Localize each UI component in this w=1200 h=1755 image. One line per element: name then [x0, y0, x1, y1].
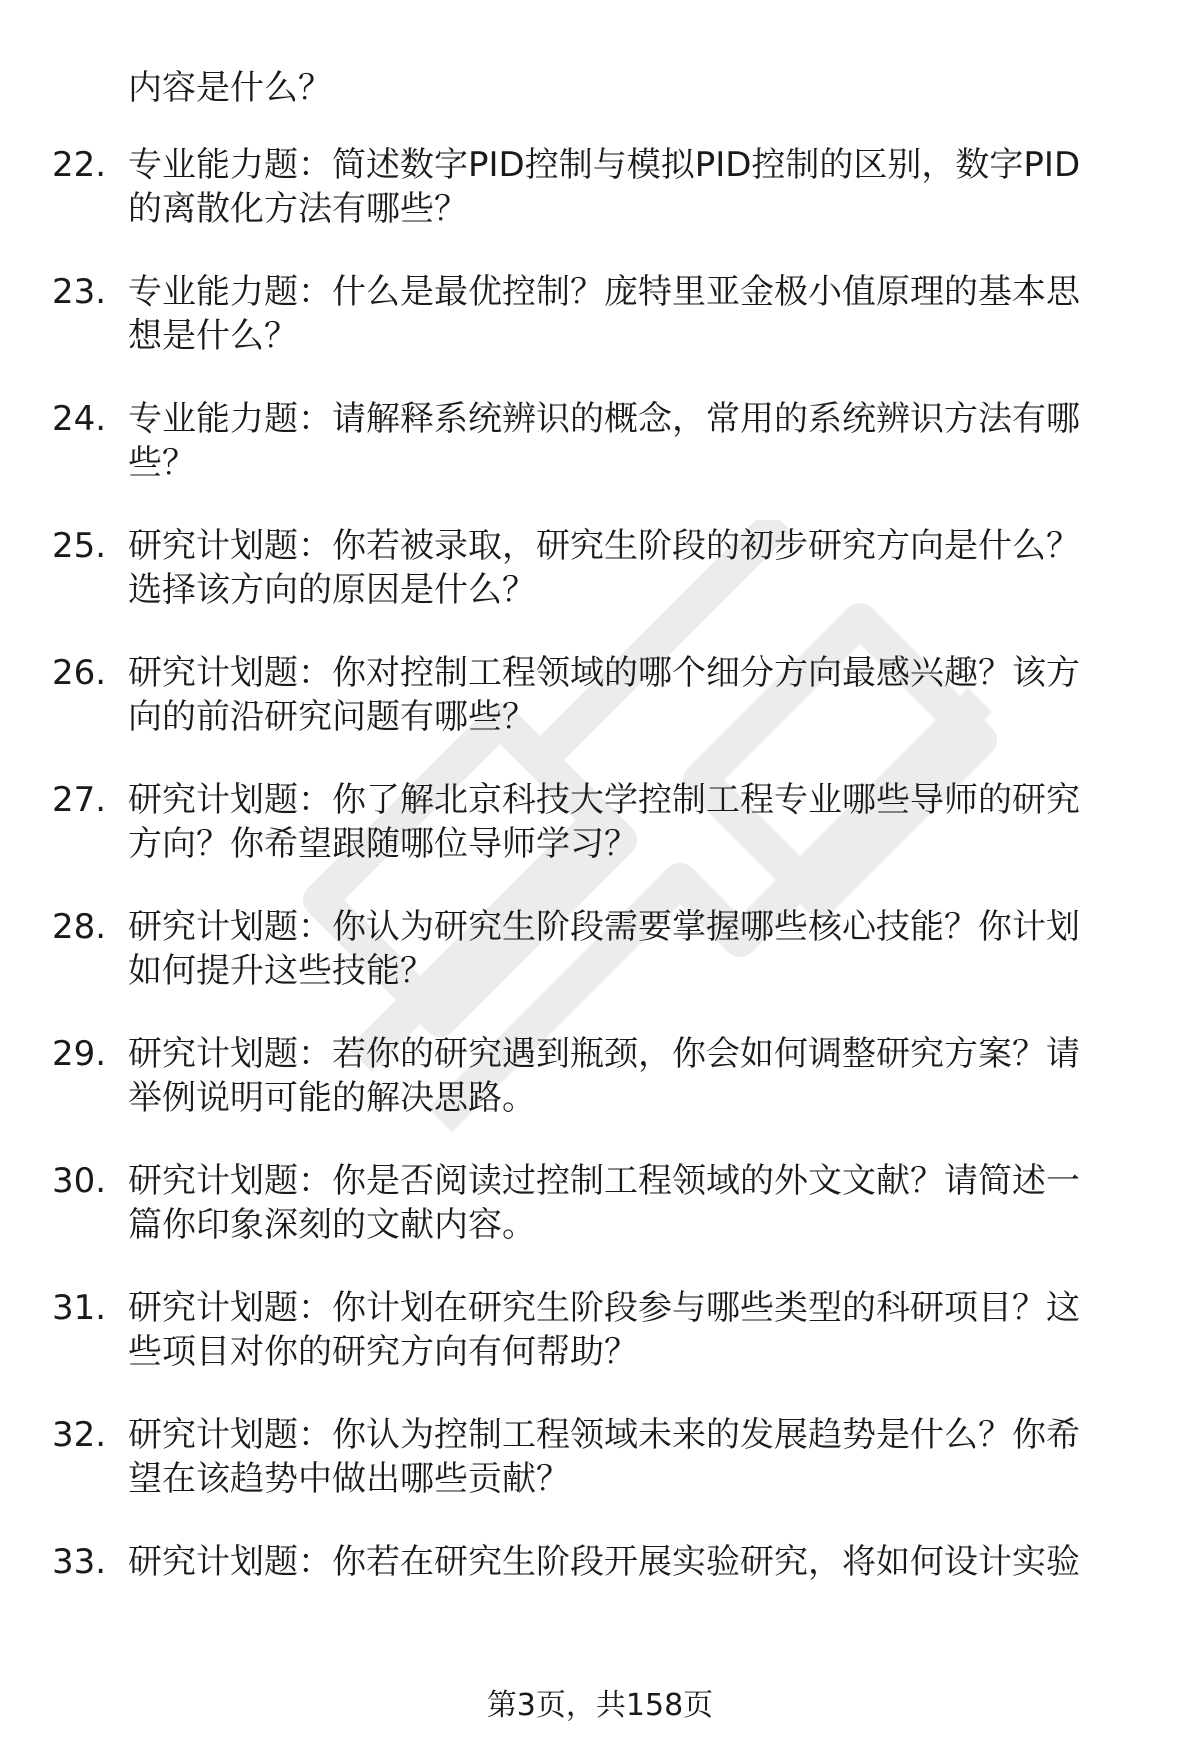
question-number: 27.: [52, 780, 107, 820]
question-number: 30.: [52, 1161, 107, 1201]
question-text: 研究计划题：你是否阅读过控制工程领域的外文文献？请简述一 篇你印象深刻的文献内容。: [128, 1161, 1080, 1245]
question-text: 研究计划题：你了解北京科技大学控制工程专业哪些导师的研究 方向？你希望跟随哪位导师学习？: [128, 780, 1080, 864]
question-text: 研究计划题：你对控制工程领域的哪个细分方向最感兴趣？该方 向的前沿研究问题有哪些？: [128, 653, 1080, 737]
question-text: 研究计划题：你若被录取，研究生阶段的初步研究方向是什么？ 选择该方向的原因是什么？: [128, 526, 1080, 610]
question-number: 24.: [52, 399, 107, 439]
list-item: [0, 905, 1200, 993]
question-number: 32.: [52, 1415, 107, 1455]
list-item: [0, 1540, 1200, 1584]
list-item: [0, 524, 1200, 612]
list-item: [0, 1159, 1200, 1247]
list-item: [0, 1032, 1200, 1120]
question-number: 22.: [52, 145, 107, 185]
question-text: 专业能力题：请解释系统辨识的概念，常用的系统辨识方法有哪 些？: [128, 399, 1080, 483]
question-list: [0, 143, 1200, 1623]
question-number: 33.: [52, 1542, 107, 1582]
question-text: 研究计划题：你计划在研究生阶段参与哪些类型的科研项目？这 些项目对你的研究方向有何帮助？: [128, 1288, 1080, 1372]
list-item: [0, 270, 1200, 358]
page-footer: 第3页，共158页: [486, 1688, 714, 1723]
question-text: 研究计划题：你若在研究生阶段开展实验研究，将如何设计实验: [128, 1542, 1080, 1582]
list-item: [0, 397, 1200, 485]
question-number: 29.: [52, 1034, 107, 1074]
question-number: 25.: [52, 526, 107, 566]
list-item: [0, 778, 1200, 866]
question-text: 研究计划题：你认为控制工程领域未来的发展趋势是什么？你希 望在该趋势中做出哪些贡献？: [128, 1415, 1080, 1499]
question-text: 专业能力题：什么是最优控制？庞特里亚金极小值原理的基本思 想是什么？: [128, 272, 1080, 356]
question-text: 专业能力题：简述数字PID控制与模拟PID控制的区别，数字PID 的离散化方法有哪些？: [128, 145, 1081, 229]
question-number: 26.: [52, 653, 107, 693]
question-number: 23.: [52, 272, 107, 312]
question-text: 研究计划题：你认为研究生阶段需要掌握哪些核心技能？你计划 如何提升这些技能？: [128, 907, 1080, 991]
question-text: 研究计划题：若你的研究遇到瓶颈，你会如何调整研究方案？请 举例说明可能的解决思路。: [128, 1034, 1080, 1118]
list-item: [0, 1286, 1200, 1374]
list-item: [0, 651, 1200, 739]
question-number: 28.: [52, 907, 107, 947]
continuation-text: 内容是什么？: [128, 68, 332, 108]
list-item: [0, 1413, 1200, 1501]
list-item: [0, 143, 1200, 231]
question-number: 31.: [52, 1288, 107, 1328]
